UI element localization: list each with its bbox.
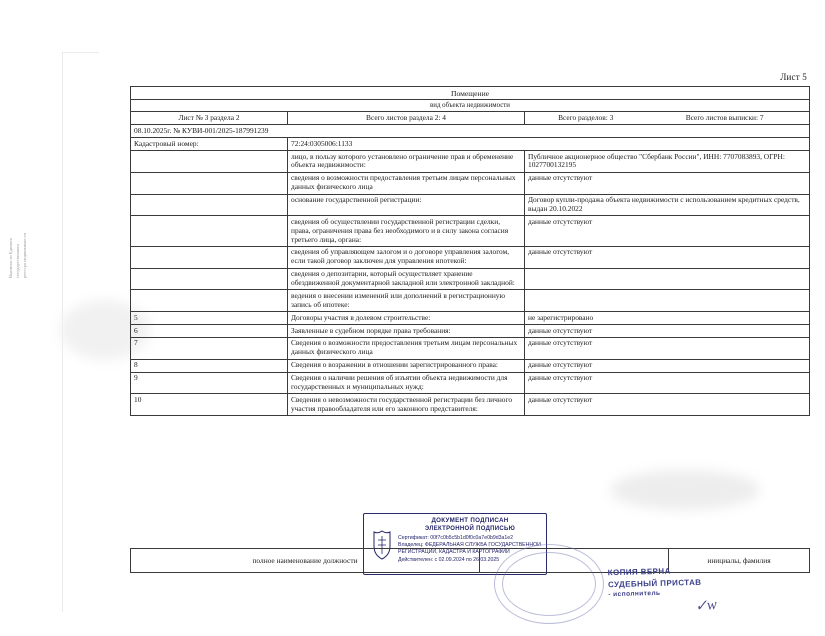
row-label: Сведения о невозможности государственной регистрации без личного участия правообладателя или его законного представителя: — [288, 394, 525, 416]
row-label: основание государственной регистрации: — [288, 194, 525, 216]
table-row — [131, 268, 810, 290]
row-label: Сведения о возражении в отношении зарегистрированного права: — [288, 359, 525, 372]
row-number: 6 — [131, 325, 288, 338]
row-label: Договоры участия в долевом строительстве: — [288, 312, 525, 325]
side-margin-note: Выписка из Единого государственного реестра недвижимости — [8, 233, 27, 278]
table-row-doc-number — [131, 125, 810, 138]
table-row — [131, 246, 810, 268]
object-type-value: Помещение — [131, 87, 810, 100]
signature-owner: Владелец: ФЕДЕРАЛЬНАЯ СЛУЖБА ГОСУДАРСТВЕННОЙ — [398, 542, 541, 549]
row-value: данные отсутствуют — [525, 337, 810, 359]
row-number — [131, 151, 288, 173]
row-number — [131, 216, 288, 247]
round-seal — [494, 544, 604, 624]
row-number: 10 — [131, 394, 288, 416]
doc-number-line: 08.10.2025г. № КУВИ-001/2025-187991239 — [131, 125, 810, 138]
footer-row — [131, 549, 810, 573]
cadastral-value: 72:24:0305006:1133 — [288, 138, 810, 151]
signature-title-line2: ЭЛЕКТРОННОЙ ПОДПИСЬЮ — [424, 526, 516, 533]
table-row — [131, 216, 810, 247]
table-row-object-type — [131, 87, 810, 100]
table-row-sheet-counts — [131, 112, 810, 125]
stamp-line1: КОПИЯ ВЕРНА — [607, 566, 671, 578]
section-total-sheets: Всего листов раздела 2: 4 — [288, 112, 525, 125]
table-row — [131, 337, 810, 359]
signature-footer-table — [130, 548, 810, 573]
table-row-cadastral — [131, 138, 810, 151]
sections-total-and-extract — [525, 112, 810, 125]
table-row — [131, 194, 810, 216]
position-caption: полное наименование должности — [131, 549, 480, 573]
row-number: 5 — [131, 312, 288, 325]
row-label: сведения о депозитарии, который осуществляет хранение обездвиженной документарной закладной или электронной закладной: — [288, 268, 525, 290]
signature-certificate: Сертификат: 00f7c0b5c5b1d0f0c0a7e0b9d3a1e2 — [398, 535, 514, 542]
row-label: Сведения о возможности предоставления третьим лицам персональных данных физического лица — [288, 337, 525, 359]
stamp-line2: СУДЕБНЫЙ ПРИСТАВ — [607, 577, 702, 589]
table-row — [131, 325, 810, 338]
stamp-line3: - исполнитель — [608, 590, 661, 599]
row-number — [131, 246, 288, 268]
extract-total-sheets: Всего листов выписки: 7 — [685, 112, 764, 122]
row-value: данные отсутствуют — [525, 216, 810, 247]
row-label: сведения о возможности предоставления третьим лицам персональных данных физического лица — [288, 172, 525, 194]
table-row — [131, 151, 810, 173]
row-value: данные отсутствуют — [525, 172, 810, 194]
row-value — [525, 290, 810, 312]
row-number — [131, 194, 288, 216]
signature-validity: Действителен: с 02.09.2024 по 26.03.2025 — [398, 556, 500, 563]
sections-total: Всего разделов: 3 — [558, 112, 614, 122]
row-number: 7 — [131, 337, 288, 359]
initials-caption: инициалы, фамилия — [669, 549, 810, 573]
row-label: ведения о внесении изменений или дополнений в регистрационную запись об ипотеке: — [288, 290, 525, 312]
row-value: данные отсутствуют — [525, 394, 810, 416]
table-row — [131, 290, 810, 312]
row-label: сведения об осуществлении государственной регистрации сделки, права, ограничения права без необходимого и в силу закона согласия третьего лица, органа: — [288, 216, 525, 247]
row-value: не зарегистрировано — [525, 312, 810, 325]
table-row — [131, 372, 810, 394]
table-row — [131, 172, 810, 194]
row-number: 8 — [131, 359, 288, 372]
row-value: Договор купли-продажа объекта недвижимости с использованием кредитных средств, выдан 20.10.2022 — [525, 194, 810, 216]
row-number — [131, 290, 288, 312]
row-label: лицо, в пользу которого установлено ограничение прав и обременение объекта недвижимости: — [288, 151, 525, 173]
handwritten-signature: ✓ᴡ — [694, 596, 718, 616]
row-label: Сведения о наличии решения об изъятии объекта недвижимости для государственных и муниципальных нужд: — [288, 372, 525, 394]
extract-table — [130, 86, 810, 416]
row-number — [131, 268, 288, 290]
scan-artifact — [610, 470, 760, 510]
table-row — [131, 394, 810, 416]
scan-artifact — [63, 52, 99, 53]
signature-title-line1: ДОКУМЕНТ ПОДПИСАН — [431, 517, 509, 524]
cadastral-label: Кадастровый номер: — [131, 138, 288, 151]
row-value: данные отсутствуют — [525, 372, 810, 394]
row-value: Публичное акционерное общество "Сбербанк России", ИНН: 7707083893, ОГРН: 1027700132195 — [525, 151, 810, 173]
sheet-label: Лист 5 — [780, 72, 807, 82]
row-number: 9 — [131, 372, 288, 394]
row-number — [131, 172, 288, 194]
row-value: данные отсутствуют — [525, 246, 810, 268]
row-value: данные отсутствуют — [525, 325, 810, 338]
table-row — [131, 359, 810, 372]
row-value: данные отсутствуют — [525, 359, 810, 372]
table-row-object-type-caption — [131, 100, 810, 112]
row-label: сведения об управляющем залогом и о договоре управления залогом, если такой договор заключен для управления ипотекой: — [288, 246, 525, 268]
row-value — [525, 268, 810, 290]
section-sheet: Лист № 3 раздела 2 — [131, 112, 288, 125]
table-row — [131, 312, 810, 325]
object-type-caption: вид объекта недвижимости — [131, 100, 810, 112]
signature-owner-line2: РЕГИСТРАЦИИ, КАДАСТРА И КАРТОГРАФИИ — [398, 549, 510, 556]
copy-certified-stamp — [608, 565, 702, 600]
row-label: Заявленные в судебном порядке права требования: — [288, 325, 525, 338]
